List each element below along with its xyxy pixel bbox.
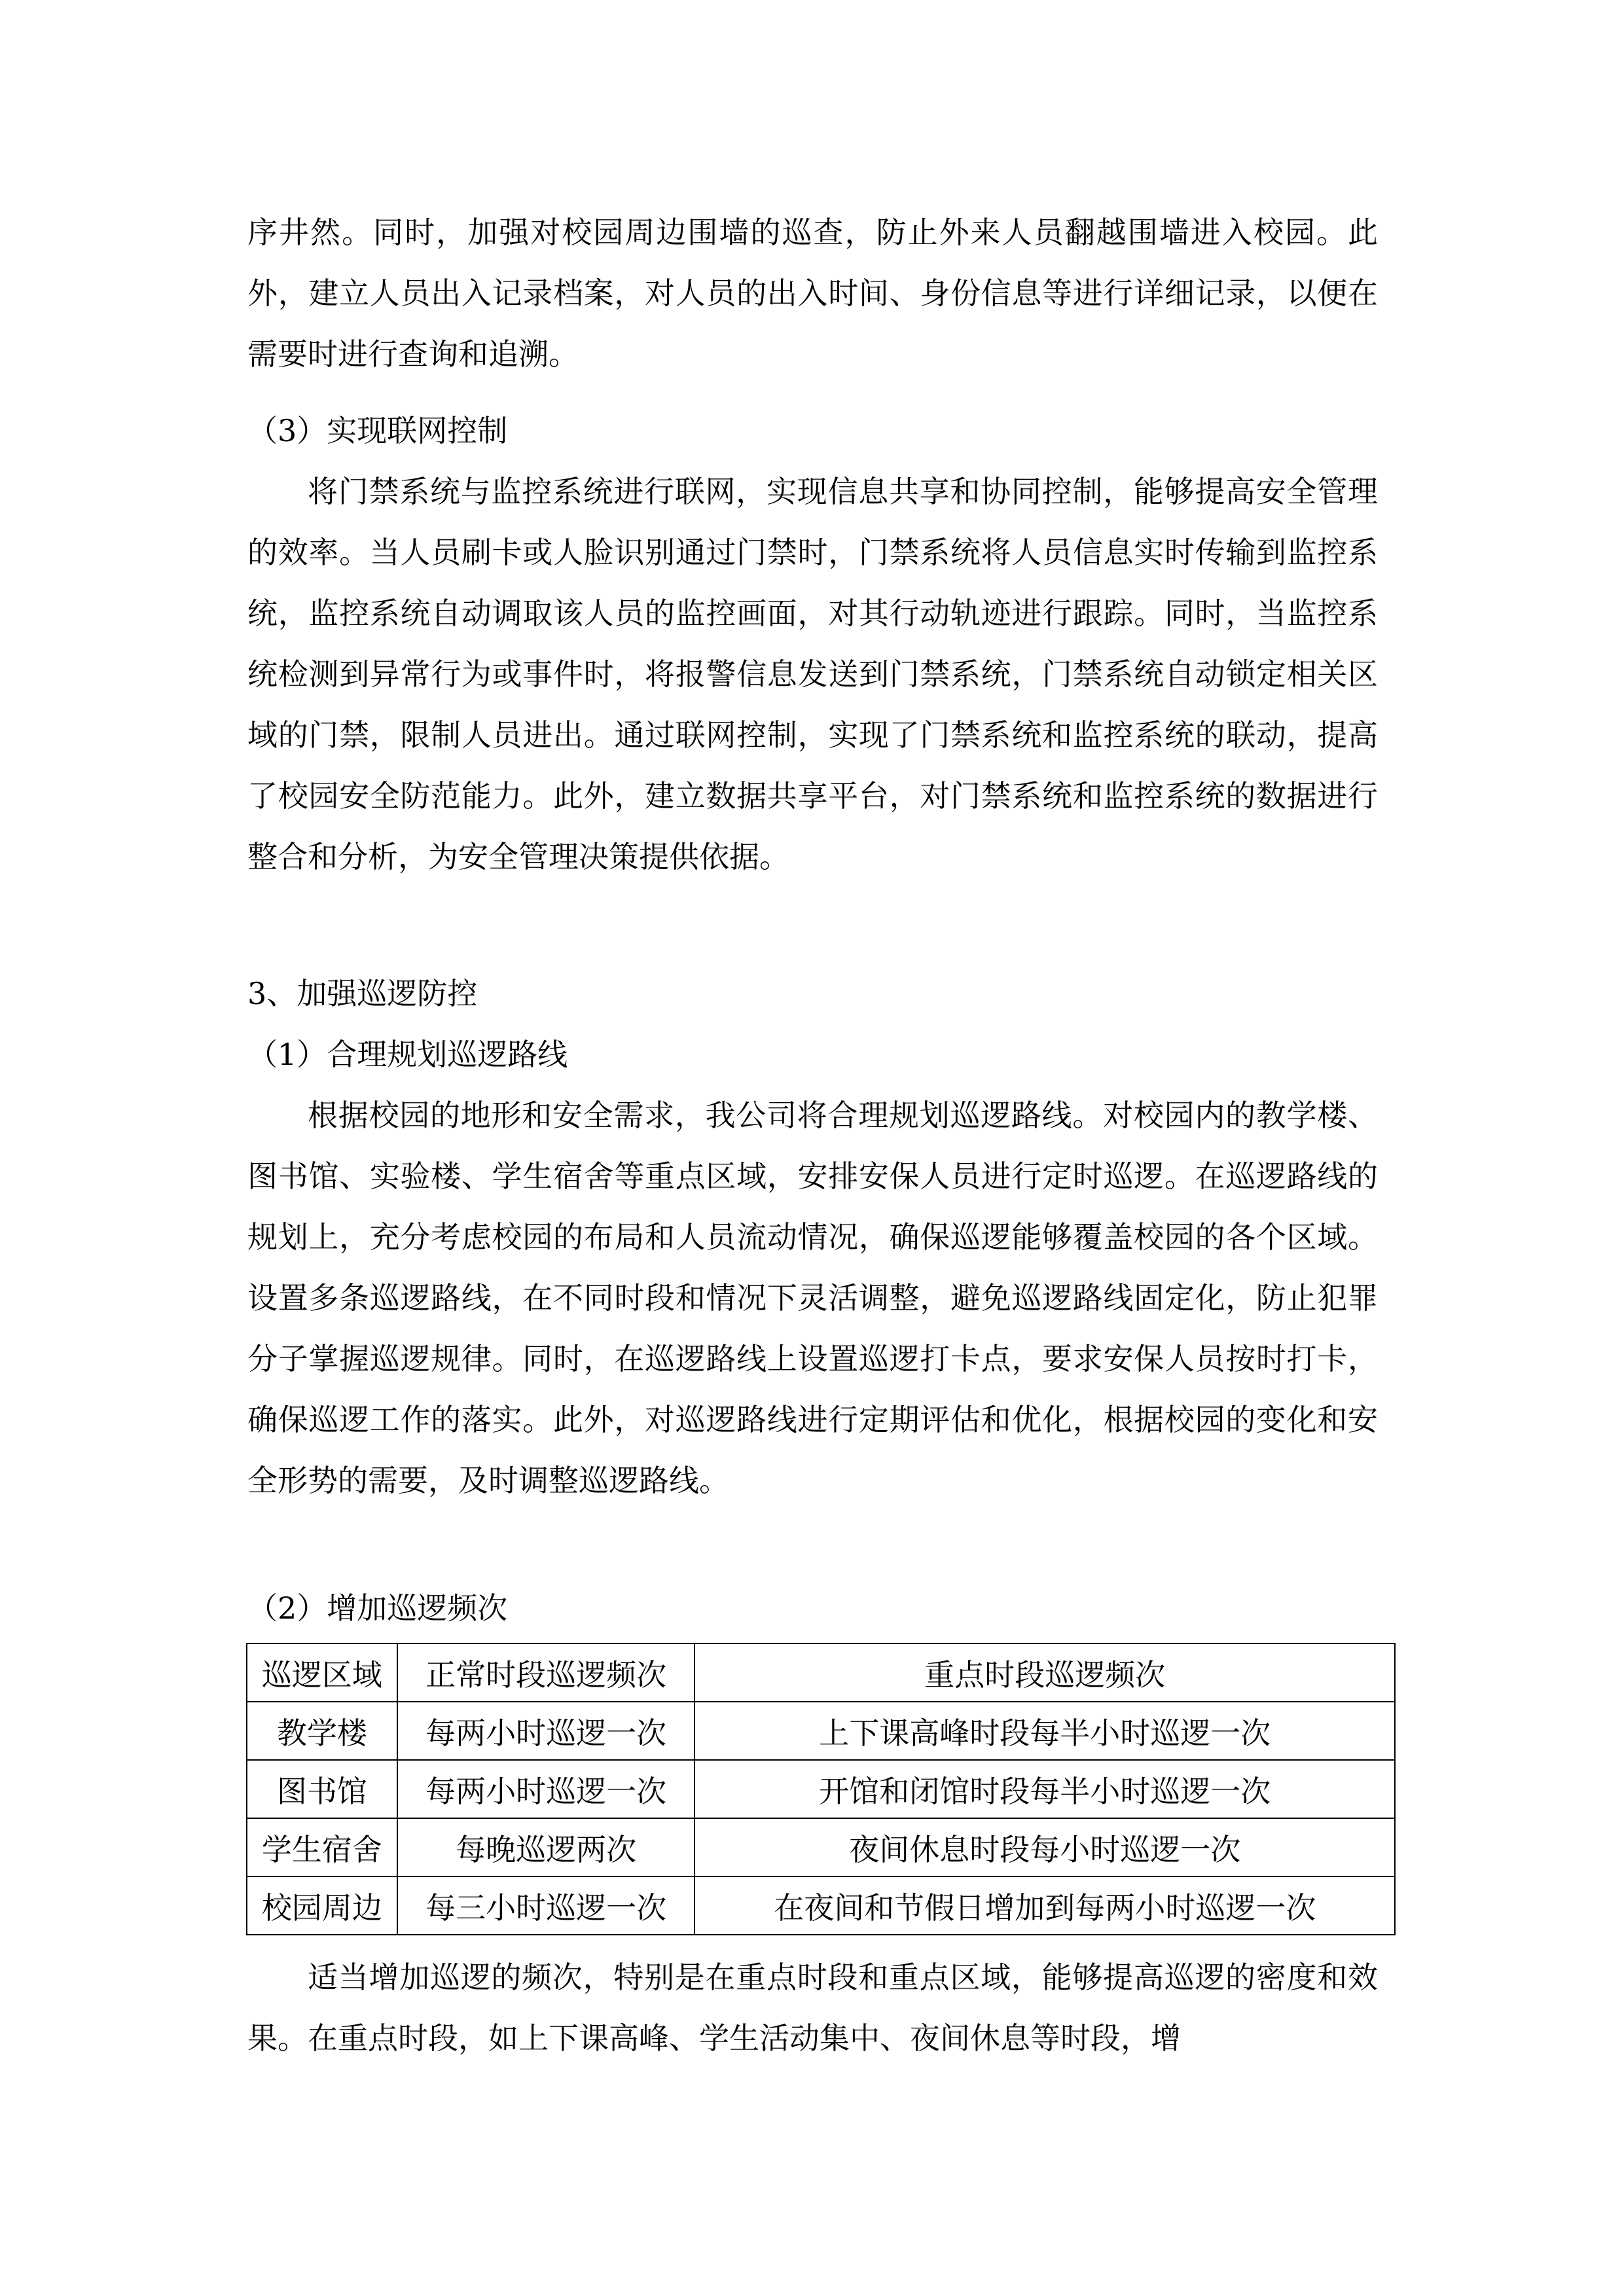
table-cell-area: 图书馆 bbox=[247, 1760, 397, 1818]
patrol-frequency-table bbox=[246, 1643, 1396, 1935]
table-cell-normal: 每两小时巡逻一次 bbox=[397, 1760, 695, 1818]
table-cell-peak: 上下课高峰时段每半小时巡逻一次 bbox=[695, 1702, 1395, 1760]
table-header-cell: 重点时段巡逻频次 bbox=[695, 1643, 1395, 1702]
table-row bbox=[247, 1702, 1395, 1760]
table-header-row bbox=[247, 1643, 1395, 1702]
heading-patrol-route: （1）合理规划巡逻路线 bbox=[247, 1037, 568, 1072]
table-header-cell: 巡逻区域 bbox=[247, 1643, 397, 1702]
heading-patrol-frequency: （2）增加巡逻频次 bbox=[247, 1590, 508, 1626]
table-row bbox=[247, 1760, 1395, 1818]
table-cell-area: 学生宿舍 bbox=[247, 1818, 397, 1876]
heading-network-control: （3）实现联网控制 bbox=[247, 413, 508, 448]
table-cell-area: 校园周边 bbox=[247, 1876, 397, 1935]
table-cell-normal: 每三小时巡逻一次 bbox=[397, 1876, 695, 1935]
paragraph-patrol-route: 根据校园的地形和安全需求，我公司将合理规划巡逻路线。对校园内的教学楼、图书馆、实验楼、学生宿舍等重点区域，安排安保人员进行定时巡逻。在巡逻路线的规划上，充分考虑校园的布局和人员流动情况，确保巡逻能够覆盖校园的各个区域。设置多条巡逻路线，在不同时段和情况下灵活调整，避免巡逻路线固定化，防止犯罪分子掌握巡逻规律。同时，在巡逻路线上设置巡逻打卡点，要求安保人员按时打卡，确保巡逻工作的落实。此外，对巡逻路线进行定期评估和优化，根据校园的变化和安全形势的需要，及时调整巡逻路线。 bbox=[247, 1098, 1378, 1498]
paragraph-patrol-frequency: 适当增加巡逻的频次，特别是在重点时段和重点区域，能够提高巡逻的密度和效果。在重点时段，如上下课高峰、学生活动集中、夜间休息等时段，增 bbox=[247, 1960, 1378, 2056]
paragraph-access-control-continued: 序井然。同时，加强对校园周边围墙的巡查，防止外来人员翻越围墙进入校园。此外，建立人员出入记录档案，对人员的出入时间、身份信息等进行详细记录，以便在需要时进行查询和追溯。 bbox=[247, 215, 1378, 372]
table-row bbox=[247, 1876, 1395, 1935]
table-header-cell: 正常时段巡逻频次 bbox=[397, 1643, 695, 1702]
paragraph-network-control: 将门禁系统与监控系统进行联网，实现信息共享和协同控制，能够提高安全管理的效率。当人员刷卡或人脸识别通过门禁时，门禁系统将人员信息实时传输到监控系统，监控系统自动调取该人员的监控画面，对其行动轨迹进行跟踪。同时，当监控系统检测到异常行为或事件时，将报警信息发送到门禁系统，门禁系统自动锁定相关区域的门禁，限制人员进出。通过联网控制，实现了门禁系统和监控系统的联动，提高了校园安全防范能力。此外，建立数据共享平台，对门禁系统和监控系统的数据进行整合和分析，为安全管理决策提供依据。 bbox=[247, 474, 1378, 874]
table-cell-peak: 开馆和闭馆时段每半小时巡逻一次 bbox=[695, 1760, 1395, 1818]
table-cell-peak: 夜间休息时段每小时巡逻一次 bbox=[695, 1818, 1395, 1876]
table-row bbox=[247, 1818, 1395, 1876]
table-cell-peak: 在夜间和节假日增加到每两小时巡逻一次 bbox=[695, 1876, 1395, 1935]
table-cell-normal: 每晚巡逻两次 bbox=[397, 1818, 695, 1876]
table-cell-normal: 每两小时巡逻一次 bbox=[397, 1702, 695, 1760]
table-cell-area: 教学楼 bbox=[247, 1702, 397, 1760]
heading-patrol-control: 3、加强巡逻防控 bbox=[247, 976, 478, 1011]
